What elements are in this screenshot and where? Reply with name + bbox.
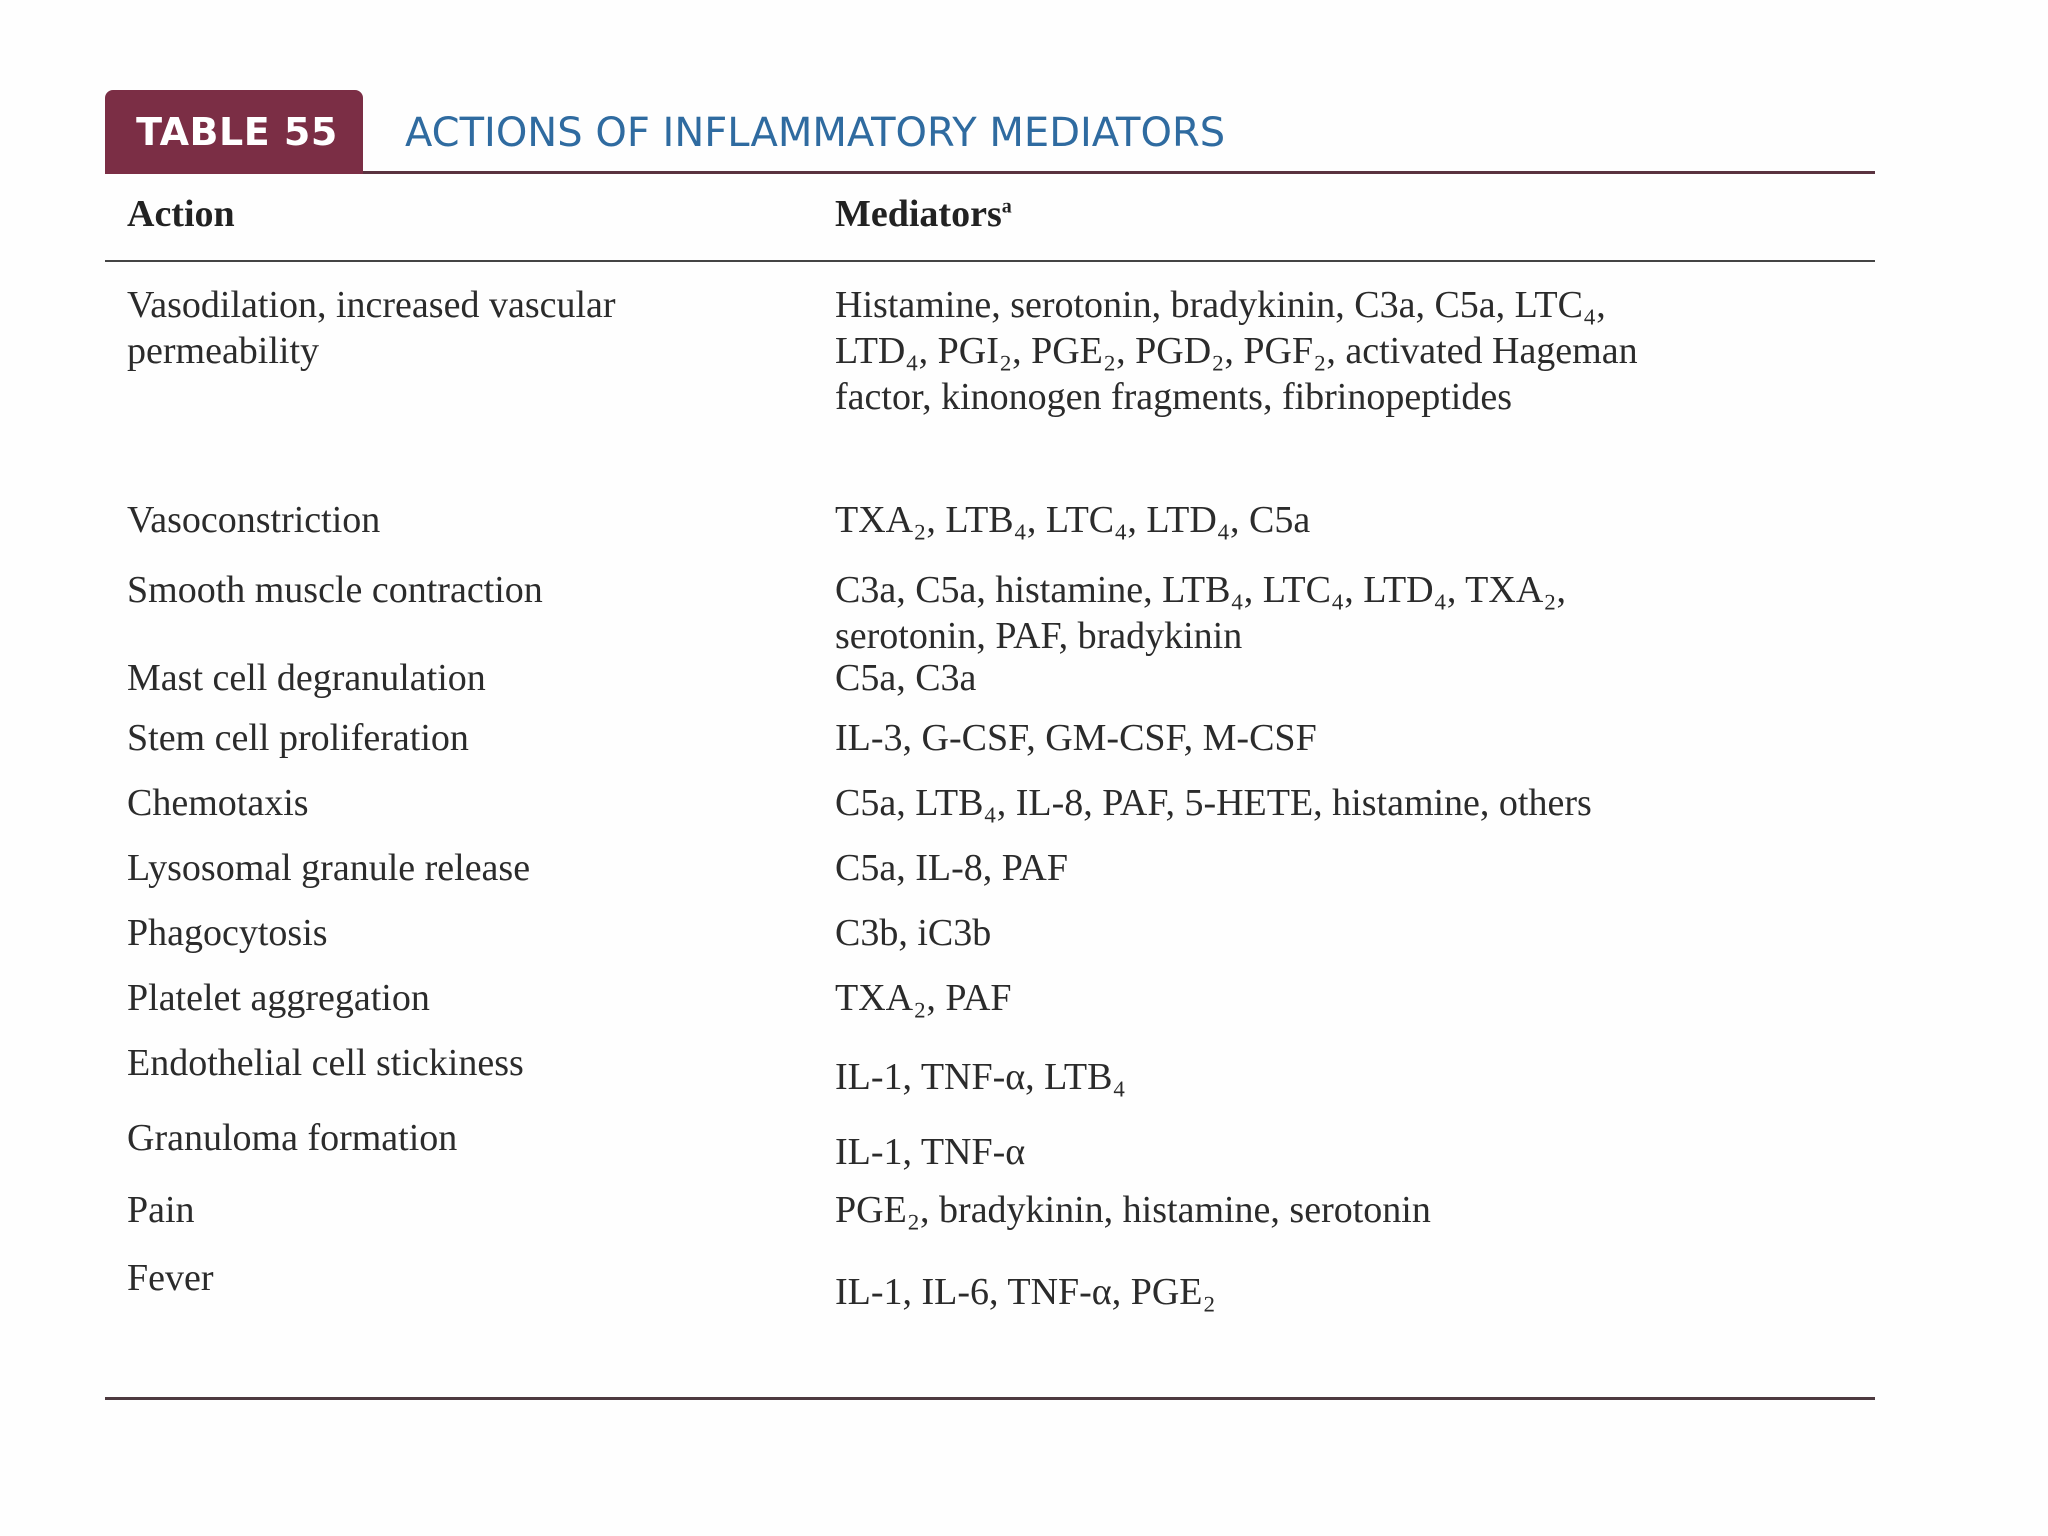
cell-action [127,975,807,1021]
cell-action [127,567,807,613]
cell-mediators-line: C5a, LTB₄, IL-8, PAF, 5-HETE, histamine, others [835,782,1592,824]
cell-mediators [835,715,1855,761]
cell-mediators-line: PGE₂, bradykinin, histamine, serotonin [835,1189,1431,1231]
cell-mediators-line: TXA₂, PAF [835,977,1012,1019]
cell-mediators [835,497,1855,543]
cell-action-line: Mast cell degranulation [127,657,486,699]
cell-mediators [835,975,1855,1021]
cell-action-line: Fever [127,1257,214,1299]
cell-action-line: Stem cell proliferation [127,717,469,759]
table-bottom-rule [105,1397,1875,1400]
cell-action-line: Chemotaxis [127,782,309,824]
cell-mediators-line: C5a, IL-8, PAF [835,847,1068,889]
table-55 [105,90,1875,1313]
cell-mediators-line: IL-1, TNF-α [835,1131,1026,1173]
header-mediators-label: Mediators [835,193,1002,235]
cell-mediators [835,1187,1855,1233]
cell-action [127,1255,807,1301]
header-footnote-marker: a [1001,195,1012,218]
cell-action [127,715,807,761]
cell-action [127,282,807,374]
cell-action-line: Granuloma formation [127,1117,458,1159]
cell-action-line: Phagocytosis [127,912,328,954]
cell-action [127,1115,807,1161]
table-title: ACTIONS OF INFLAMMATORY MEDIATORS [405,110,1226,156]
cell-mediators [835,910,1855,956]
cell-mediators-line: C5a, C3a [835,657,977,699]
cell-mediators [835,1054,1855,1100]
cell-mediators-line: LTD₄, PGI₂, PGE₂, PGD₂, PGF₂, activated Hageman [835,330,1638,372]
cell-action [127,655,807,701]
cell-action-line: Lysosomal granule release [127,847,531,889]
cell-mediators [835,1129,1855,1175]
cell-action-line: permeability [127,330,320,372]
header-action: Action [127,193,235,235]
header-mediators [835,192,1012,236]
cell-action-line: Vasodilation, increased vascular [127,284,616,326]
cell-mediators-line: serotonin, PAF, bradykinin [835,615,1243,657]
cell-mediators-line: C3b, iC3b [835,912,992,954]
cell-mediators [835,567,1855,659]
cell-mediators [835,780,1855,826]
table-title-bar [105,90,1875,174]
cell-action [127,497,807,543]
cell-action [127,910,807,956]
cell-mediators-line: TXA₂, LTB₄, LTC₄, LTD₄, C5a [835,499,1311,541]
cell-action-line: Endothelial cell stickiness [127,1042,524,1084]
cell-mediators-line: factor, kinonogen fragments, fibrinopeptides [835,376,1513,418]
cell-mediators-line: IL-3, G-CSF, GM-CSF, M-CSF [835,717,1317,759]
table-header-row [105,174,1875,262]
cell-mediators [835,655,1855,701]
cell-mediators [835,282,1855,420]
cell-mediators [835,845,1855,891]
cell-action-line: Pain [127,1189,195,1231]
cell-mediators-line: C3a, C5a, histamine, LTB₄, LTC₄, LTD₄, TXA₂, [835,569,1567,611]
cell-mediators-line: IL-1, IL-6, TNF-α, PGE₂ [835,1271,1216,1313]
cell-action [127,845,807,891]
cell-action [127,780,807,826]
table-number-badge: TABLE 55 [105,90,363,174]
cell-mediators-line: Histamine, serotonin, bradykinin, C3a, C5a, LTC₄, [835,284,1606,326]
cell-mediators [835,1269,1855,1315]
cell-action-line: Smooth muscle contraction [127,569,543,611]
cell-action-line: Platelet aggregation [127,977,430,1019]
cell-mediators-line: IL-1, TNF-α, LTB₄ [835,1056,1126,1098]
cell-action [127,1040,807,1086]
cell-action [127,1187,807,1233]
cell-action-line: Vasoconstriction [127,499,381,541]
